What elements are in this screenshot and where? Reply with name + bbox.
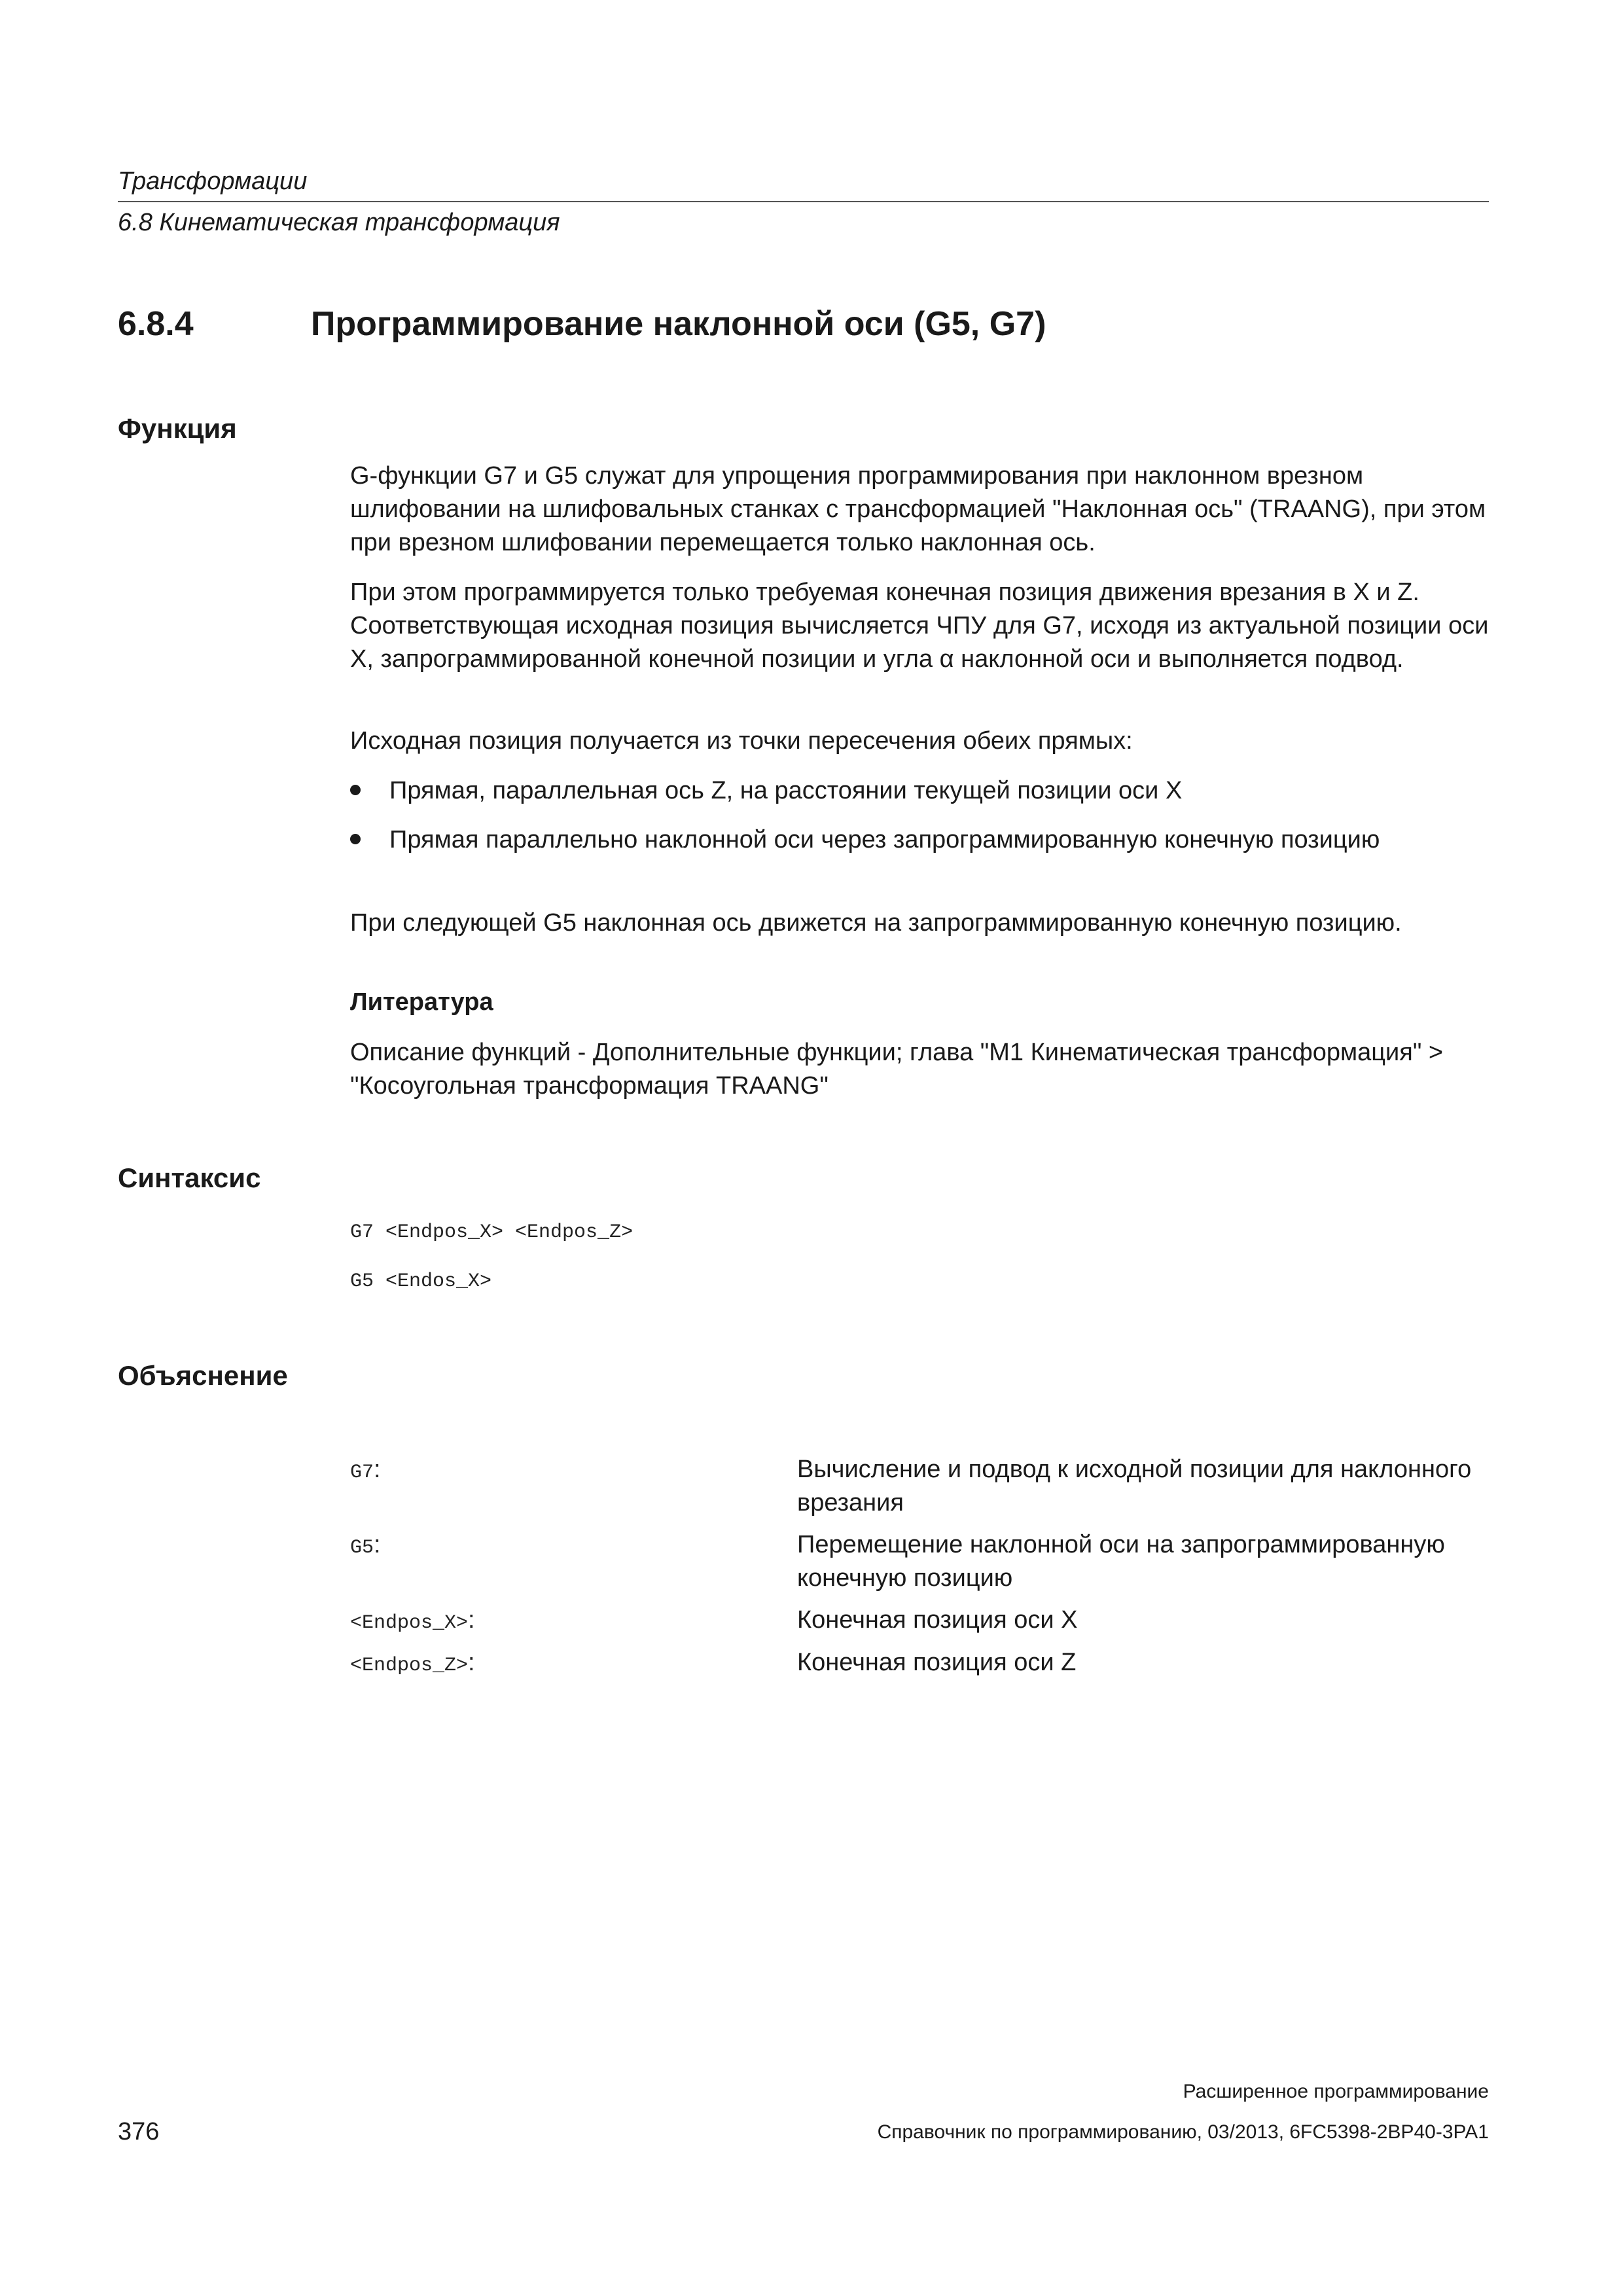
explanation-term bbox=[350, 1646, 475, 1683]
bullet-dot-icon bbox=[350, 785, 361, 795]
syntax-heading: Синтаксис bbox=[118, 1162, 261, 1193]
term-code: G5 bbox=[350, 1537, 374, 1559]
term-colon: : bbox=[468, 1606, 475, 1634]
explanation-term bbox=[350, 1604, 475, 1640]
explanation-description: Конечная позиция оси X bbox=[797, 1606, 1078, 1634]
term-code: <Endpos_Z> bbox=[350, 1655, 469, 1677]
function-paragraph-1 bbox=[350, 459, 1489, 560]
paragraph-text: Описание функций - Дополнительные функции; глава "M1 Кинематическая трансформация" > "Косоугольная трансформация TRAANG" bbox=[350, 1039, 1444, 1100]
literature-text bbox=[350, 1036, 1489, 1103]
section-title: Программирование наклонной оси (G5, G7) bbox=[311, 305, 1046, 343]
literature-heading: Литература bbox=[350, 988, 493, 1016]
explanation-term bbox=[350, 1528, 381, 1565]
paragraph-text: При этом программируется только требуемая конечная позиция движения врезания в X и Z. Соответствующая исходная позиция вычисляется ЧПУ для G7, исходя из актуальной позиции оси X, запрограммированной конечной позиции и угла α наклонной оси и выполняется подвод. bbox=[350, 579, 1489, 673]
paragraph-text: G-функции G7 и G5 служат для упрощения программирования при наклонном врезном шлифовании на шлифовальных станках с трансформацией "Наклонная ось" (TRAANG), при этом при врезном шлифовании перемещается только наклонная ось. bbox=[350, 462, 1486, 556]
running-header-chapter: Трансформации bbox=[118, 168, 308, 195]
footer-book-title: Расширенное программирование bbox=[1183, 2081, 1489, 2102]
footer-manual-info: Справочник по программированию, 03/2013, 6FC5398-2BP40-3PA1 bbox=[877, 2121, 1489, 2143]
bullet-dot-icon bbox=[350, 834, 361, 844]
bullet-item bbox=[350, 823, 1489, 857]
explanation-description: Конечная позиция оси Z bbox=[797, 1649, 1077, 1676]
explanation-description: Перемещение наклонной оси на запрограммированную конечную позицию bbox=[797, 1531, 1445, 1592]
term-colon: : bbox=[374, 1456, 381, 1483]
paragraph-text: Исходная позиция получается из точки пересечения обеих прямых: bbox=[350, 727, 1133, 755]
function-paragraph-2 bbox=[350, 576, 1489, 676]
explanation-description: Вычисление и подвод к исходной позиции для наклонного врезания bbox=[797, 1456, 1472, 1516]
function-paragraph-4 bbox=[350, 906, 1489, 940]
running-header-section: 6.8 Кинематическая трансформация bbox=[118, 209, 560, 236]
header-rule bbox=[118, 201, 1489, 202]
paragraph-text: При следующей G5 наклонная ось движется на запрограммированную конечную позицию. bbox=[350, 909, 1402, 937]
syntax-line: G7 <Endpos_X> <Endpos_Z> bbox=[350, 1221, 633, 1244]
explanation-term bbox=[350, 1453, 381, 1490]
term-code: G7 bbox=[350, 1462, 374, 1484]
bullet-text: Прямая, параллельная ось Z, на расстоянии текущей позиции оси X bbox=[389, 777, 1183, 804]
explanation-heading: Объяснение bbox=[118, 1360, 288, 1391]
syntax-line: G5 <Endos_X> bbox=[350, 1270, 492, 1293]
page-number: 376 bbox=[118, 2118, 160, 2145]
term-colon: : bbox=[468, 1649, 475, 1676]
term-code: <Endpos_X> bbox=[350, 1612, 469, 1634]
term-colon: : bbox=[374, 1531, 381, 1558]
bullet-item bbox=[350, 774, 1489, 808]
function-paragraph-3 bbox=[350, 725, 1489, 758]
function-heading: Функция bbox=[118, 413, 237, 444]
section-number: 6.8.4 bbox=[118, 305, 194, 343]
bullet-text: Прямая параллельно наклонной оси через запрограммированную конечную позицию bbox=[389, 826, 1380, 853]
